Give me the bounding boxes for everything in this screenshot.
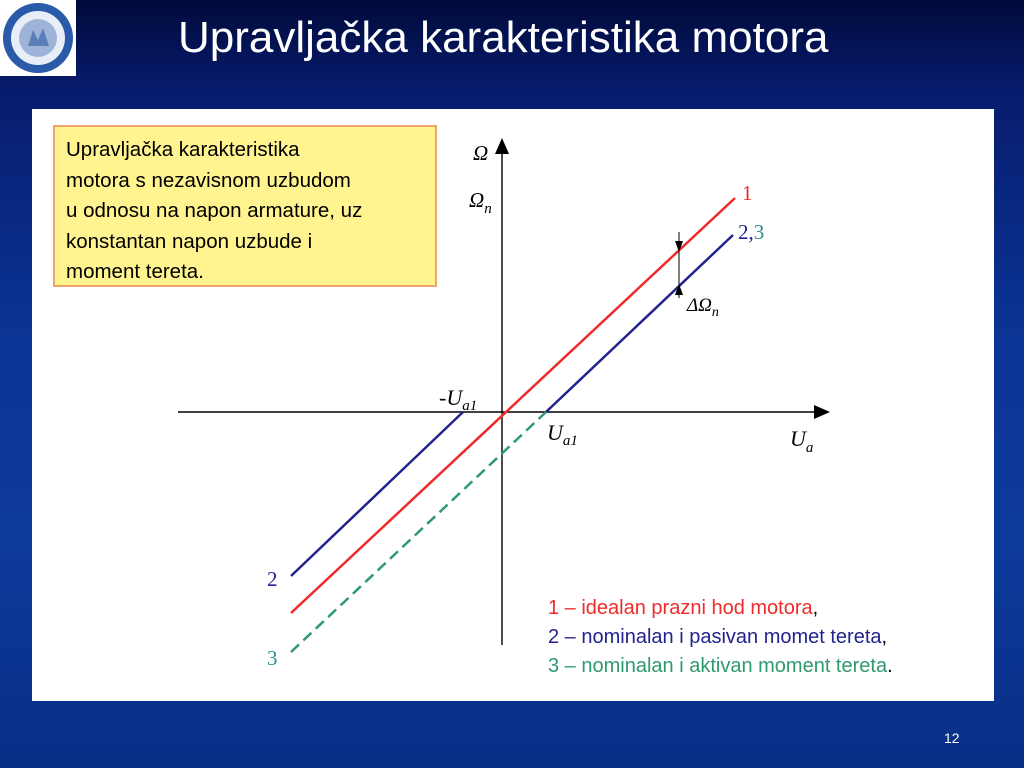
note-line: moment tereta. [66,260,204,283]
note-line: konstantan napon uzbude i [66,229,313,253]
note-line: u odnosu na napon armature, uz [66,199,363,222]
note-line: Upravljačka karakteristika [66,138,300,161]
slide-title: Upravljačka karakteristika motora [178,13,829,62]
omega-n-label: $\Omega_n$ [469,188,492,217]
line-2-passive [291,412,463,576]
note-box [53,125,437,287]
line-label-3-left: 3 [267,646,278,670]
line-label-1: 1 [742,181,753,205]
legend-item-1: 1 – idealan prazni hod motora, [548,597,819,619]
line-label-2-3: 2,3 [738,220,765,244]
pos-ua1-label: $U_{a1}$ [547,420,578,449]
line-label-2-left: 2 [267,567,278,591]
x-axis-arrowhead [814,405,830,419]
note-line: motora s nezavisnom uzbudom [66,168,351,192]
legend-item-3: 3 – nominalan i aktivan moment tereta. [548,655,893,677]
line-2-3-upper [546,235,733,412]
legend-item-2: 2 – nominalan i pasivan momet tereta, [548,626,888,648]
y-axis-label: Ω [473,141,489,165]
page-number: 12 [944,730,960,746]
delta-omega-n-label: $\Delta\Omega_n$ [687,295,719,320]
legend [548,594,893,681]
y-axis-arrowhead [495,138,509,154]
line-3-active-dashed [291,412,546,652]
neg-ua1-label: $-U_{a1}$ [439,385,478,414]
x-axis-label: $U_a$ [790,426,814,456]
